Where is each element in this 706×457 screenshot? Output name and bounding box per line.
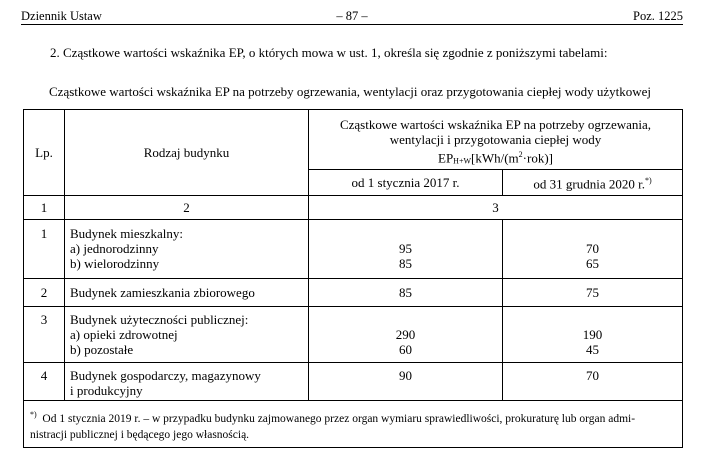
row1-2020-a: 70	[586, 241, 599, 256]
row2-building: Budynek zamieszkania zbiorowego	[65, 279, 309, 307]
footnote-text2: nistracji publicznej i będącego jego własnością.	[30, 428, 250, 441]
row1-2017-a: 95	[399, 241, 412, 256]
row2-lp: 2	[24, 279, 65, 307]
row3-2017-b: 60	[399, 342, 412, 357]
header-col-2017: od 1 stycznia 2017 r.	[309, 170, 503, 196]
journal-name: Dziennik Ustaw	[21, 9, 102, 23]
header-values-unit	[309, 147, 682, 168]
row2-2017: 85	[309, 279, 503, 307]
number-col-3: 3	[309, 196, 683, 220]
row1-line1: Budynek mieszkalny:	[70, 226, 184, 241]
row4-2017: 90	[309, 363, 503, 401]
row3-2020	[503, 307, 683, 363]
intro-paragraph: 2. Cząstkowe wartości wskaźnika EP, o których mowa w ust. 1, określa się zgodnie z poniższymi tabelami:	[50, 45, 608, 60]
header-values-line1: Cząstkowe wartości wskaźnika EP na potrzeby ogrzewania,	[339, 117, 652, 132]
row1-line3: b) wielorodzinny	[70, 256, 160, 271]
row3-line2: a) opieki zdrowotnej	[70, 327, 178, 342]
unit-part2: ·rok)]	[522, 150, 553, 166]
page-header	[21, 8, 683, 25]
row3-line1: Budynek użyteczności publicznej:	[70, 312, 249, 327]
row1-2020-b: 65	[586, 256, 599, 271]
ep-subscript: H+W	[453, 156, 472, 166]
row3-2020-a: 190	[582, 327, 603, 342]
row3-2017	[309, 307, 503, 363]
header-values-line2: wentylacji i przygotowania ciepłej wody	[389, 132, 602, 147]
row4-lp: 4	[24, 363, 65, 401]
row1-2020	[503, 220, 683, 279]
header-lp: Lp.	[24, 110, 65, 196]
table-footnote	[24, 401, 683, 448]
row3-line3: b) pozostałe	[70, 342, 134, 357]
row1-building	[65, 220, 309, 279]
row3-lp: 3	[24, 307, 65, 363]
header-col-2020	[503, 170, 683, 196]
footnote-line1	[30, 407, 676, 427]
row3-building	[65, 307, 309, 363]
header-building-type: Rodzaj budynku	[65, 110, 309, 196]
number-col-2: 2	[65, 196, 309, 220]
col-2020-label: od 31 grudnia 2020 r.	[533, 176, 645, 192]
ep-values-table	[23, 109, 683, 448]
row4-building	[65, 363, 309, 401]
page-number: – 87 –	[336, 9, 368, 23]
ep-symbol: EP	[438, 150, 454, 166]
col-2020-footnote-mark: *)	[644, 176, 652, 186]
unit-superscript: 2	[518, 150, 523, 159]
row1-lp: 1	[24, 220, 65, 279]
number-col-1: 1	[24, 196, 65, 220]
row2-2020: 75	[503, 279, 683, 307]
row1-line2: a) jednorodzinny	[70, 241, 159, 256]
footnote-text1: Od 1 stycznia 2019 r. – w przypadku budynku zajmowanego przez organ wymiaru sprawiedliwości, prokuraturę lub organ admi-	[42, 412, 636, 425]
row1-2017	[309, 220, 503, 279]
table-caption: Cząstkowe wartości wskaźnika EP na potrzeby ogrzewania, wentylacji oraz przygotowania ciepłej wody użytkowej	[49, 84, 651, 99]
position-number: Poz. 1225	[633, 9, 683, 23]
header-values	[309, 110, 683, 170]
row4-2020: 70	[503, 363, 683, 401]
row3-2017-a: 290	[395, 327, 416, 342]
footnote-mark: *)	[30, 410, 37, 419]
unit-part1: [kWh/(m	[471, 150, 519, 166]
row4-line1: Budynek gospodarczy, magazynowy	[70, 368, 261, 383]
row4-line2: i produkcyjny	[70, 383, 143, 398]
row1-2017-b: 85	[399, 256, 412, 271]
row3-2020-b: 45	[586, 342, 599, 357]
